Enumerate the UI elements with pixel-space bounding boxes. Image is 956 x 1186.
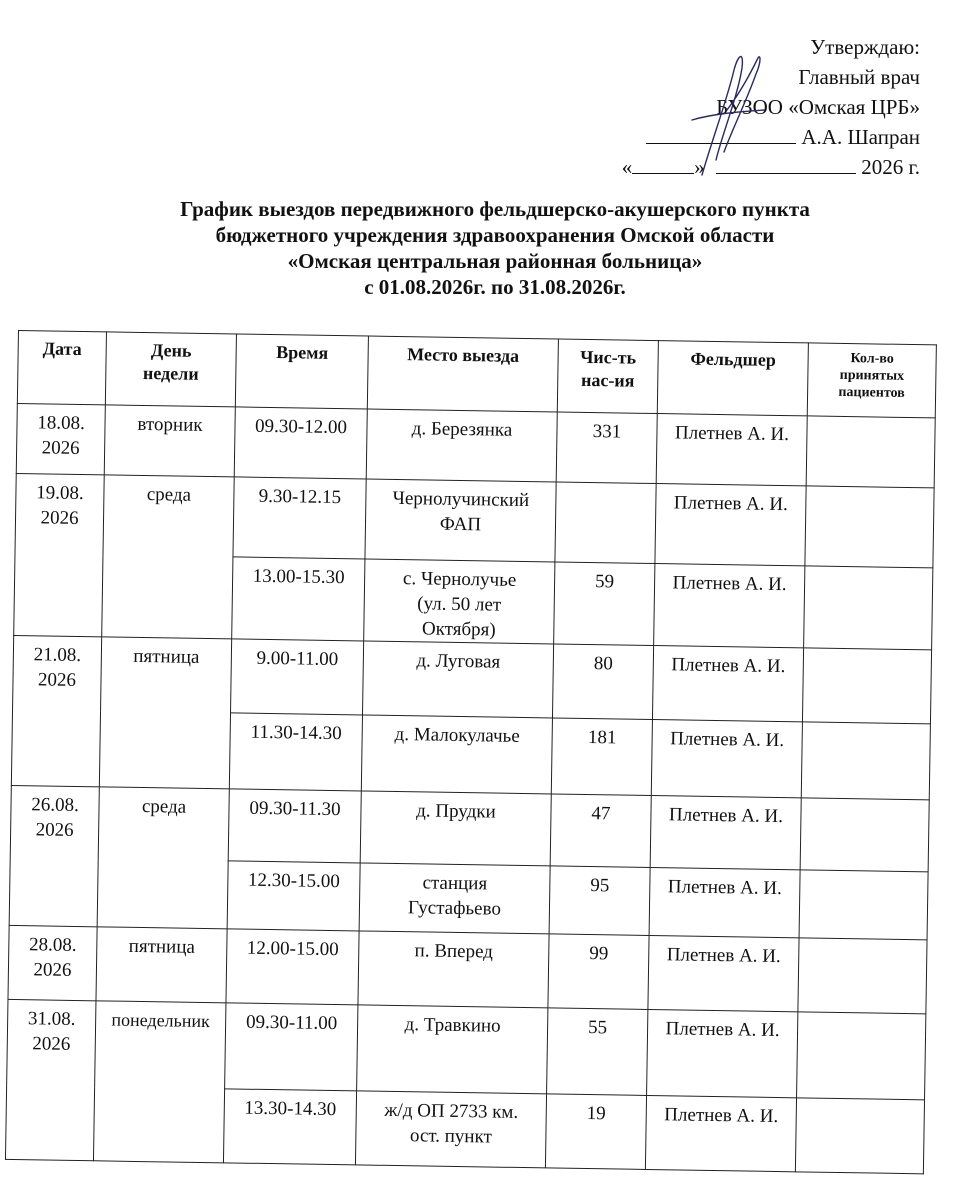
cell-medic: Плетнев А. И.: [647, 1009, 798, 1097]
cell-place: д. Березянка: [366, 409, 557, 482]
cell-medic: Плетнев А. И.: [654, 564, 805, 648]
header-weekday: День недели: [105, 332, 236, 407]
cell-time: 9.00-11.00: [231, 639, 364, 715]
title-line-1: График выездов передвижного фельдшерско-акушерского пункта: [180, 197, 810, 221]
cell-medic: Плетнев А. И.: [645, 1095, 796, 1171]
cell-date: 28.08. 2026: [8, 925, 97, 1000]
cell-population: 55: [547, 1008, 648, 1096]
document-title: [70, 196, 920, 300]
cell-medic: Плетнев А. И.: [648, 935, 799, 1011]
cell-time: 13.30-14.30: [223, 1089, 356, 1165]
approval-date-line: [520, 152, 920, 182]
approver-signature-line: [520, 122, 920, 152]
table-row: [13, 635, 932, 723]
cell-date: 21.08. 2026: [11, 635, 101, 786]
header-date: Дата: [17, 331, 106, 405]
cell-place: д. Травкино: [357, 1005, 548, 1094]
header-population: Чис-ть нас-ия: [557, 339, 658, 414]
cell-weekday: среда: [102, 475, 235, 639]
cell-time: 09.30-12.00: [234, 407, 367, 479]
cell-population: 331: [556, 412, 657, 484]
cell-weekday: среда: [97, 787, 229, 929]
cell-medic: Плетнев А. И.: [656, 414, 807, 486]
approval-heading: Утверждаю:: [810, 35, 920, 59]
cell-population: 47: [550, 794, 651, 868]
title-line-2: бюджетного учреждения здравоохранения Омской области: [215, 223, 775, 247]
cell-patients: [795, 1098, 924, 1174]
approval-year: 2026 г.: [861, 155, 920, 179]
cell-place: д. Луговая: [362, 641, 553, 718]
cell-population: 80: [552, 644, 653, 720]
cell-patients: [800, 798, 929, 872]
cell-patients: [801, 722, 930, 800]
cell-place: ж/д ОП 2733 км. ост. пункт: [355, 1091, 546, 1168]
approver-organization: БУЗОО «Омская ЦРБ»: [716, 95, 920, 119]
cell-population: 99: [548, 934, 649, 1010]
cell-patients: [799, 870, 928, 940]
cell-patients: [802, 648, 931, 724]
table-row: [15, 473, 934, 567]
cell-date: 18.08. 2026: [16, 403, 105, 474]
cell-place: с. Чернолучье (ул. 50 лет Октября): [364, 559, 555, 644]
cell-weekday: пятница: [96, 927, 227, 1003]
cell-date: 19.08. 2026: [14, 473, 105, 636]
cell-place: д. Малокулачье: [361, 715, 552, 794]
cell-medic: Плетнев А. И.: [651, 720, 802, 798]
cell-place: станция Густафьево: [359, 863, 550, 934]
cell-patients: [806, 416, 935, 488]
cell-population: 19: [545, 1094, 646, 1170]
cell-time: 9.30-12.15: [233, 477, 366, 559]
cell-date: 26.08. 2026: [9, 785, 99, 926]
cell-population: 181: [551, 718, 652, 796]
cell-time: 09.30-11.00: [225, 1003, 358, 1091]
cell-patients: [804, 566, 933, 650]
cell-patients: [797, 1012, 926, 1100]
cell-weekday: понедельник: [93, 1001, 225, 1163]
cell-population: 95: [549, 866, 650, 936]
cell-place: п. Вперед: [358, 931, 549, 1008]
title-line-4: с 01.08.2026г. по 31.08.2026г.: [364, 275, 626, 299]
cell-patients: [798, 938, 927, 1014]
day-blank: [632, 155, 694, 174]
cell-time: 13.00-15.30: [232, 557, 365, 641]
header-time: Время: [235, 334, 368, 409]
approval-block: [520, 32, 920, 182]
cell-date: 31.08. 2026: [5, 999, 96, 1160]
cell-place: Чернолучинский ФАП: [365, 479, 556, 562]
table-row: [10, 785, 929, 871]
cell-medic: Плетнев А. И.: [652, 646, 803, 722]
table-row: [8, 925, 927, 1013]
cell-time: 12.30-15.00: [227, 861, 360, 931]
cell-weekday: пятница: [99, 637, 231, 789]
cell-medic: Плетнев А. И.: [655, 484, 806, 566]
title-line-3: «Омская центральная районная больница»: [287, 249, 703, 273]
schedule-table: [5, 330, 937, 1174]
cell-weekday: вторник: [104, 405, 235, 477]
header-place: Место выезда: [367, 336, 558, 412]
cell-population: 59: [554, 562, 655, 646]
signature-blank: [646, 125, 796, 144]
approver-position: Главный врач: [798, 65, 920, 89]
cell-place: д. Прудки: [360, 791, 551, 866]
schedule-sheet: [5, 330, 936, 1184]
header-medic: Фельдшер: [657, 341, 808, 416]
header-patients: Кол-во принятых пациентов: [807, 343, 936, 418]
table-row: [7, 999, 926, 1099]
cell-time: 09.30-11.30: [228, 789, 361, 863]
approver-name: А.А. Шапран: [801, 125, 920, 149]
cell-time: 12.00-15.00: [226, 929, 359, 1005]
cell-medic: Плетнев А. И.: [649, 867, 800, 937]
date-open-quote: «: [621, 155, 633, 179]
date-close-quote: »: [694, 155, 705, 179]
month-blank: [716, 155, 856, 174]
cell-patients: [805, 486, 934, 568]
cell-population: [555, 482, 656, 564]
cell-medic: Плетнев А. И.: [650, 796, 801, 870]
cell-time: 11.30-14.30: [229, 713, 362, 791]
